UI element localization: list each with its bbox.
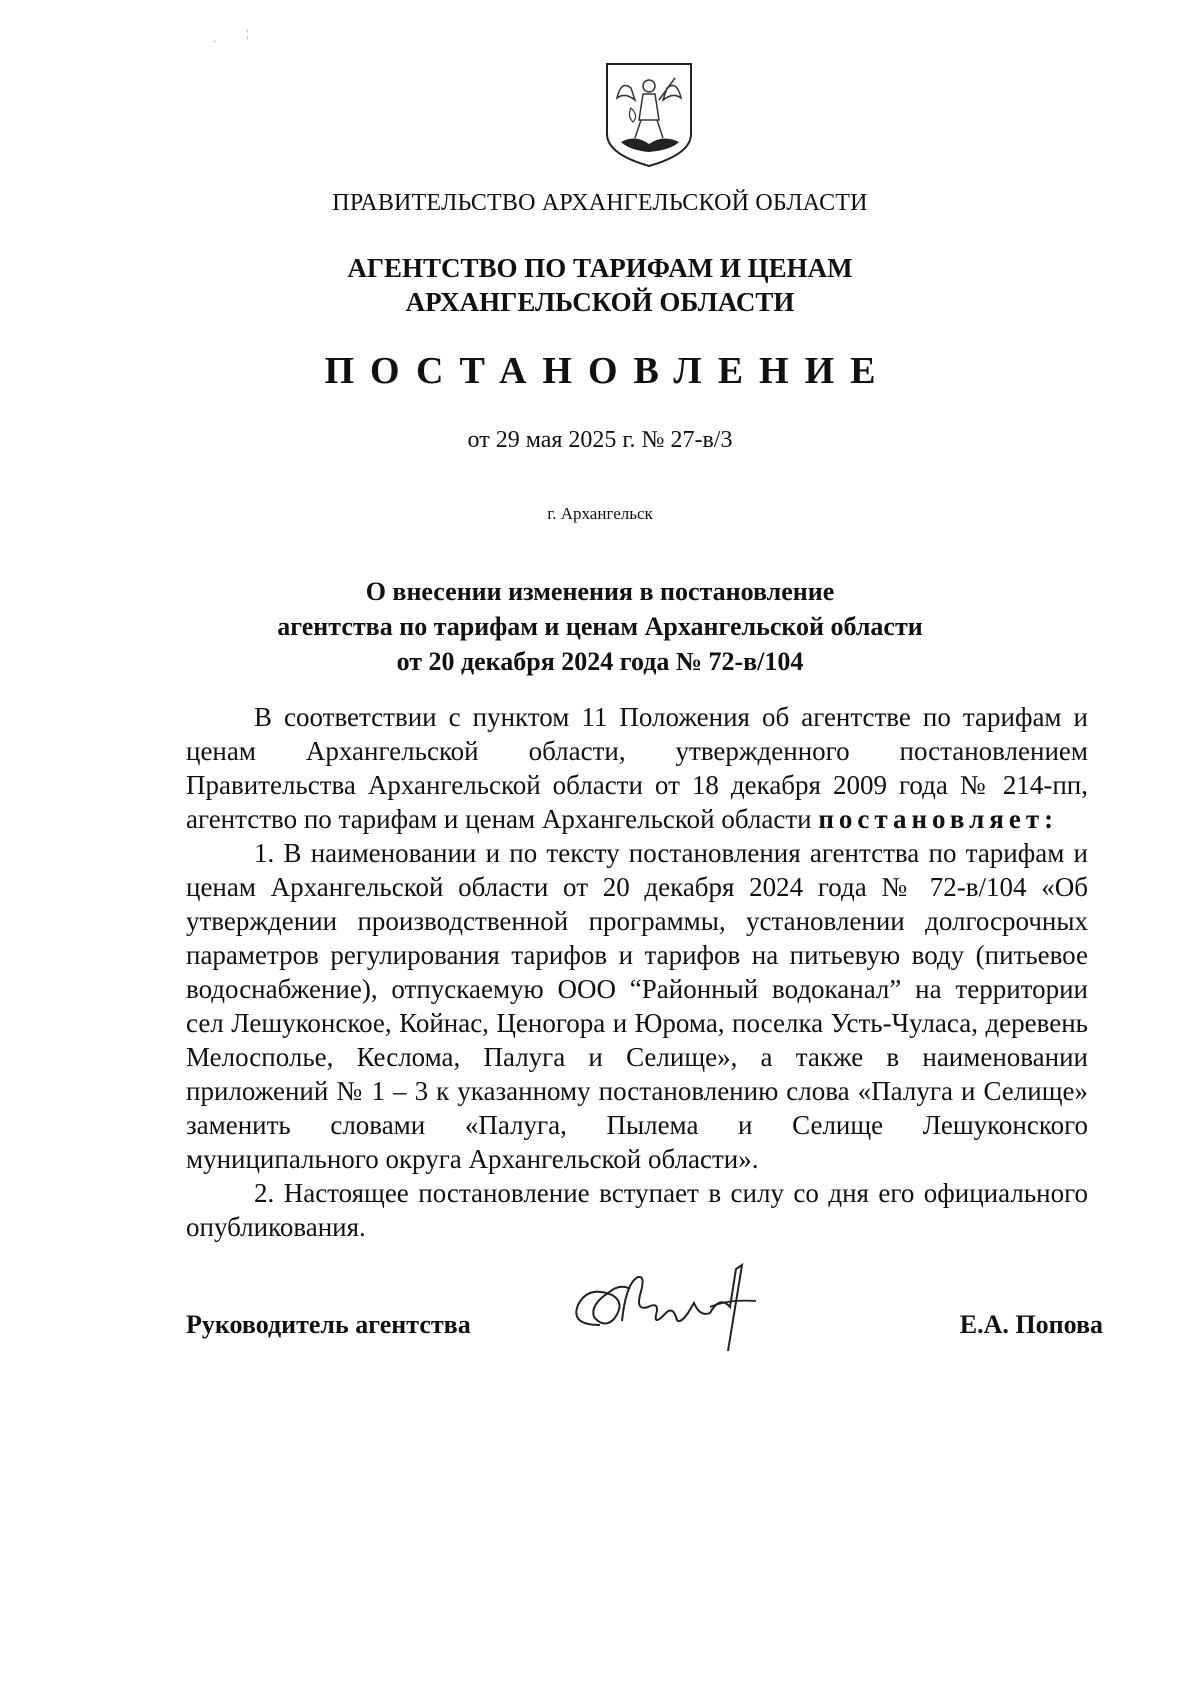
document-type: ПОСТАНОВЛЕНИЕ [324,350,892,392]
preamble-text: В соответствии с пунктом 11 Положения об агентстве по тарифам и ценам Архангельской области, утвержденного постановлением Правительства Архангельской области от 18 декабря 2009 года № 214-пп, агентство по тарифам и ценам Архангельской области [186,702,1088,834]
coat-of-arms-icon [601,58,697,168]
item-2-paragraph: 2. Настоящее постановление вступает в силу со дня его официального опубликования. [186,1178,1088,1242]
item-1-paragraph: 1. В наименовании и по тексту постановления агентства по тарифам и ценам Архангельской области от 20 декабря 2024 года № 72-в/104 «Об утверждении производственной программы, установлении долгосрочных параметров регулирования тарифов и тарифов на питьевую воду (питьевое водоснабжение), отпускаемую ООО “Районный водоканал” на территории сел Лешуконское, Койнас, Ценогора и Юрома, поселка Усть-Чуласа, деревень Мелосполье, Кеслома, Палуга и Селище», а также в наименовании приложений № 1 – 3 к указанному постановлению слова «Палуга и Селище» заменить словами «Палуга, Пылема и Селище Лешуконского муниципального округа Архангельской области». [186,838,1088,1174]
document-subject [0,574,1200,679]
signature-block [186,1310,1103,1350]
document-date-number: от 29 мая 2025 г. № 27-в/3 [467,427,733,453]
signer-name: Е.А. Попова [959,1310,1103,1339]
document-body [186,700,1088,1244]
scan-artifact: · [213,34,217,48]
subject-line3: от 20 декабря 2024 года № 72-в/104 [396,647,804,676]
subject-line1: О внесении изменения в постановление [365,577,835,606]
preamble-paragraph [186,700,1088,836]
government-name: ПРАВИТЕЛЬСТВО АРХАНГЕЛЬСКОЙ ОБЛАСТИ [332,190,868,216]
agency-name [0,251,1200,319]
signer-position: Руководитель агентства [186,1310,471,1339]
agency-name-line2: АРХАНГЕЛЬСКОЙ ОБЛАСТИ [405,287,795,317]
document-city: г. Архангельск [547,504,653,523]
agency-name-line1: АГЕНТСТВО ПО ТАРИФАМ И ЦЕНАМ [347,253,853,283]
decides-keyword: постановляет: [818,804,1059,834]
scan-artifact: ¦ [246,26,249,40]
subject-line2: агентства по тарифам и ценам Архангельской области [277,612,923,641]
